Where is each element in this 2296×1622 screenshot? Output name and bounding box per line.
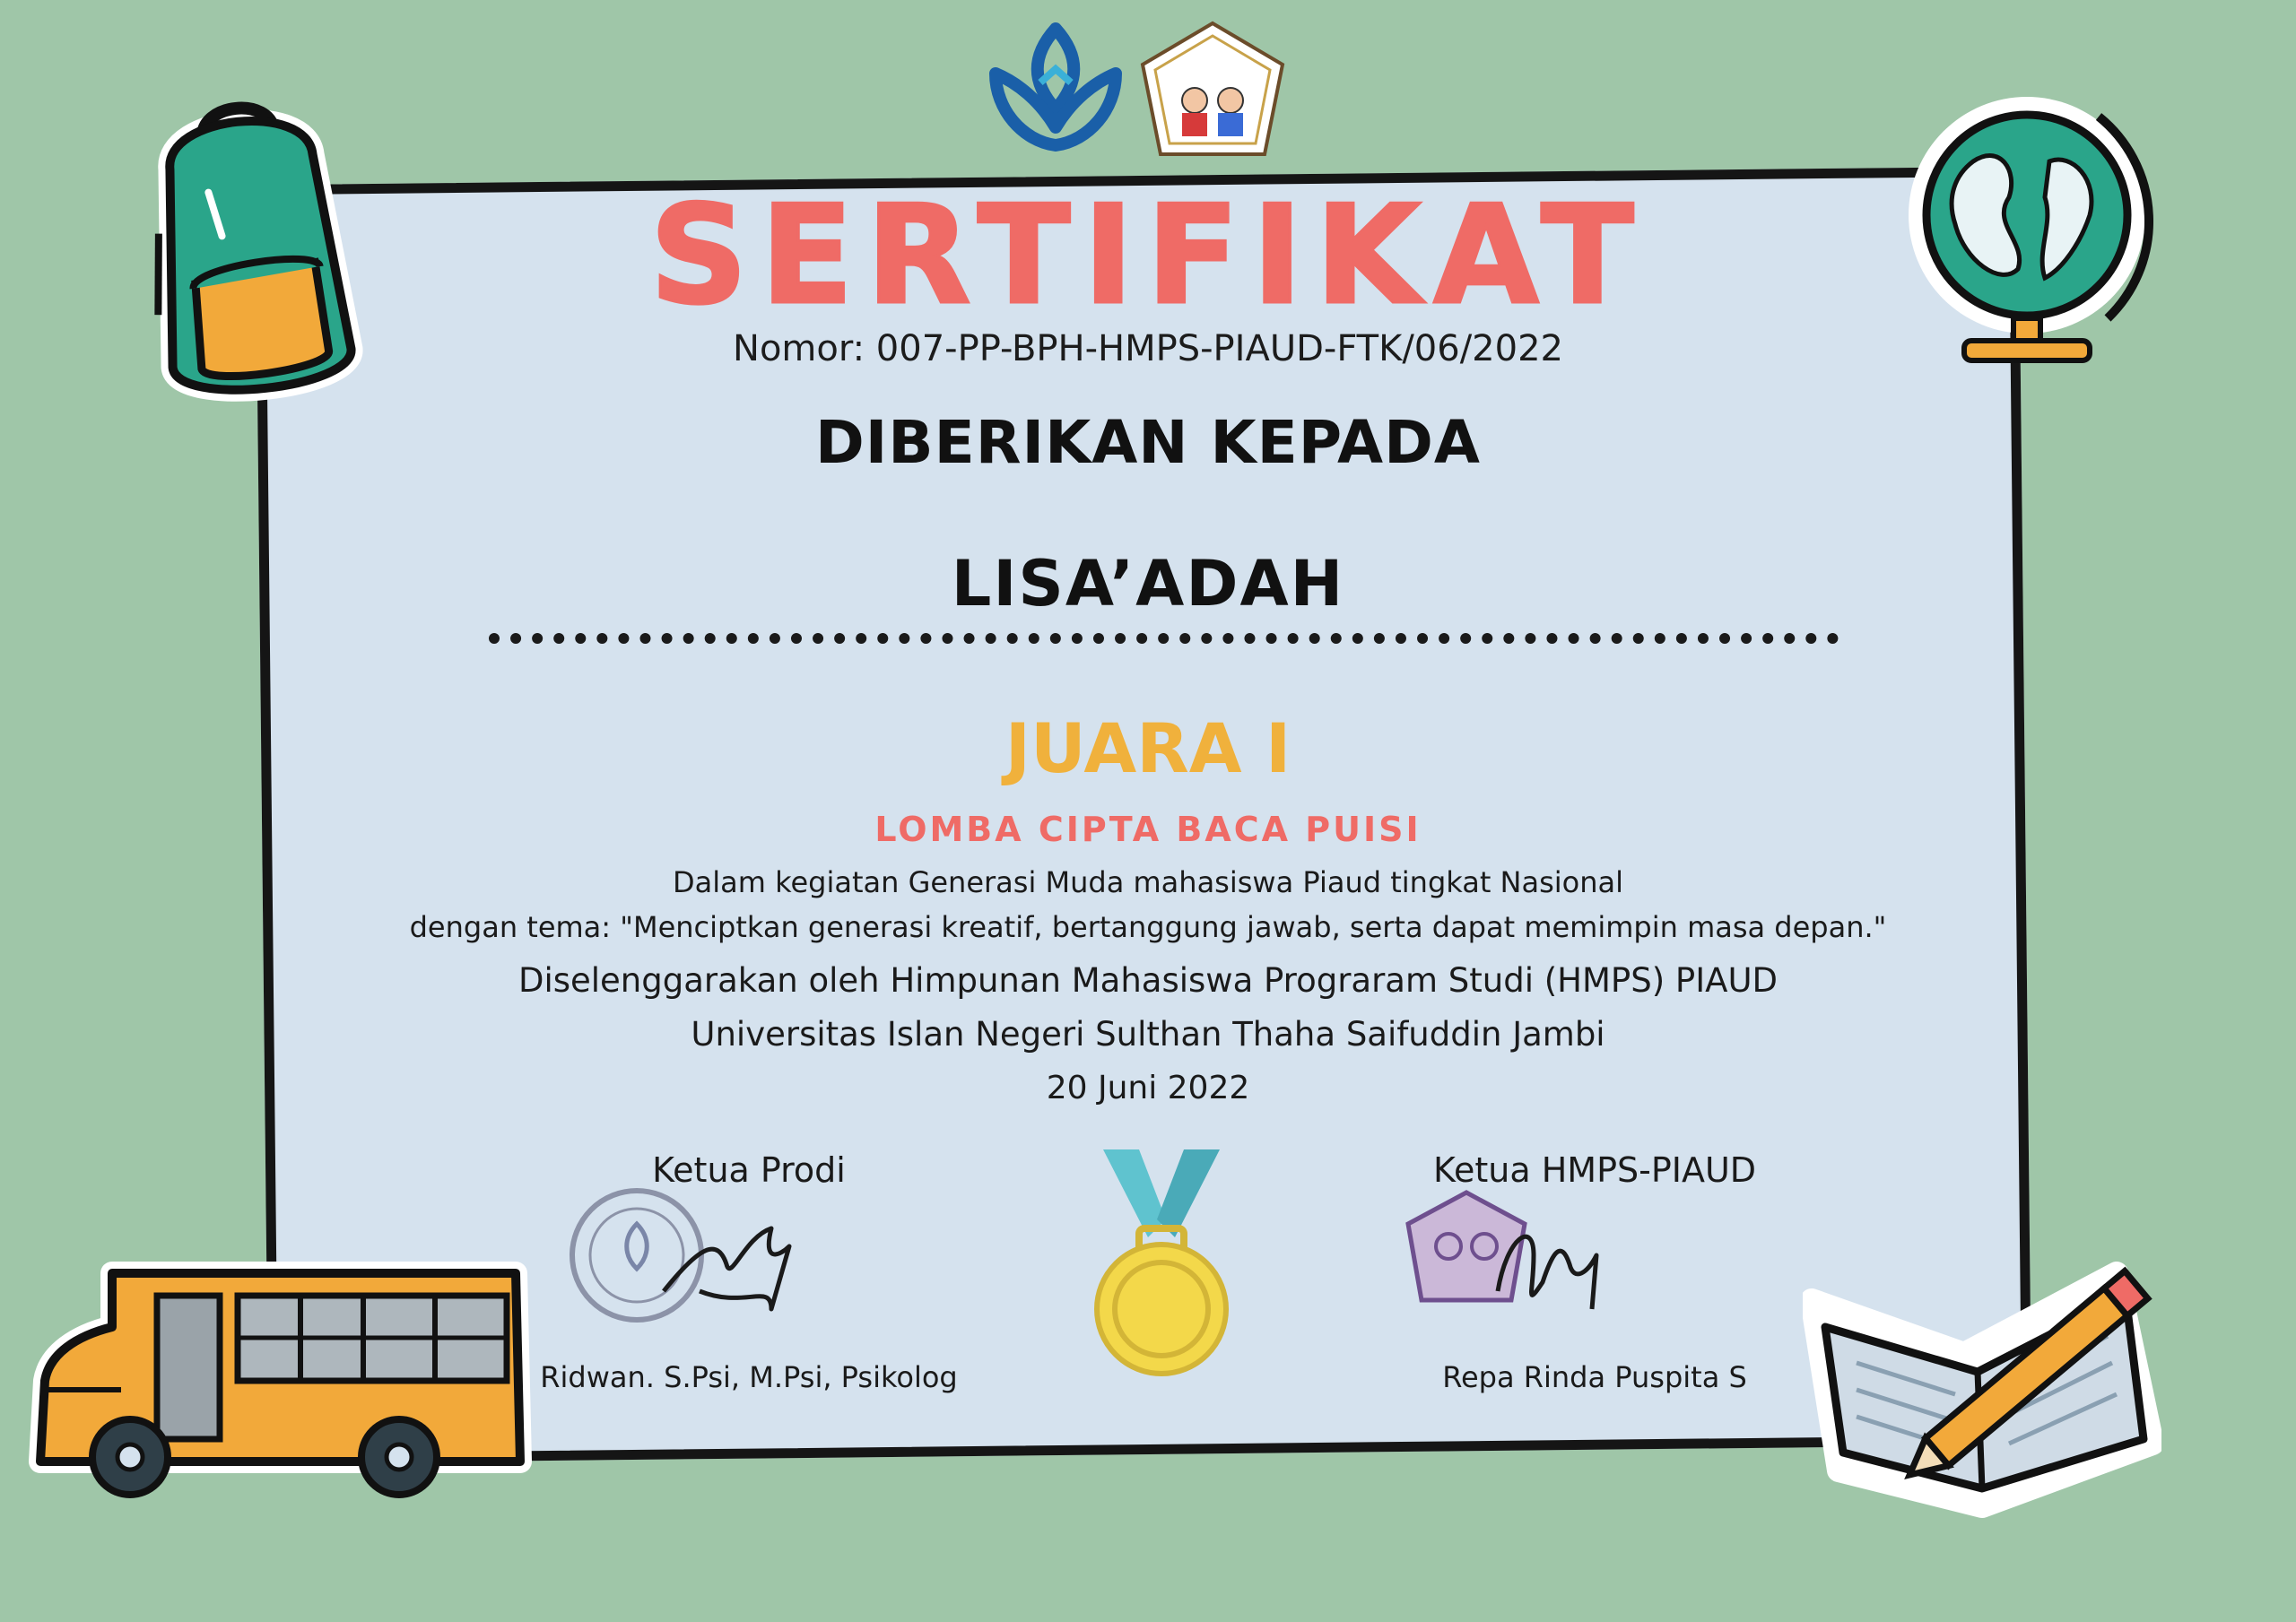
event-date: 20 Juni 2022 (1046, 1070, 1250, 1106)
university-line: Universitas Islan Negeri Sulthan Thaha Saifuddin Jambi (691, 1015, 1605, 1054)
name-underline-divider (489, 633, 1839, 644)
given-to-label: DIBERIKAN KEPADA (814, 408, 1482, 477)
left-signature-title: Ketua Prodi (652, 1150, 846, 1190)
recipient-name: LISA’ADAH (951, 547, 1345, 620)
certificate-number: Nomor: 007-PP-BPH-HMPS-PIAUD-FTK/06/2022 (733, 328, 1563, 369)
contest-name: LOMBA CIPTA BACA PUISI (874, 810, 1422, 849)
event-description: Dalam kegiatan Generasi Muda mahasiswa Piaud tingkat Nasional (672, 865, 1624, 899)
certificate-title: SERTIFIKAT (649, 176, 1647, 334)
right-signer-name: Repa Rinda Puspita S (1442, 1360, 1747, 1394)
right-signature-title: Ketua HMPS-PIAUD (1432, 1150, 1757, 1190)
medal-icon (1090, 1148, 1233, 1381)
award-rank: JUARA I (1004, 708, 1292, 788)
hmps-piaud-logo (1139, 20, 1287, 161)
right-signature-stamp (1399, 1184, 1686, 1327)
left-signer-name: Ridwan. S.Psi, M.Psi, Psikolog (540, 1360, 958, 1394)
organizer-line: Diselenggarakan oleh Himpunan Mahasiswa Prograram Studi (HMPS) PIAUD (517, 961, 1779, 1000)
university-logo (978, 20, 1135, 154)
left-signature-stamp (565, 1184, 852, 1327)
school-bus-icon (22, 1255, 534, 1506)
event-theme: dengan tema: "Menciptkan generasi kreatif, bertanggung jawab, serta dapat memimpin masa depan." (409, 910, 1887, 944)
